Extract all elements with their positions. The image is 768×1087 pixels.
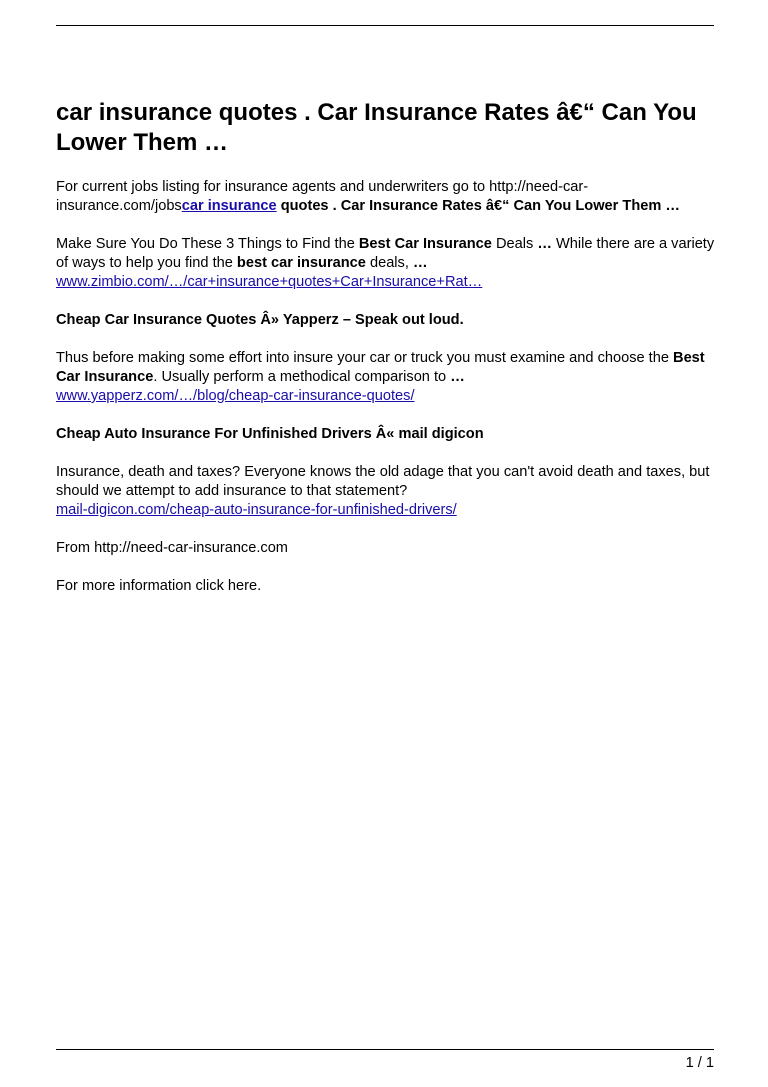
car-insurance-link[interactable]: car insurance <box>181 198 277 214</box>
section2-heading-text: Cheap Car Insurance Quotes Â» Yapperz – Speak out loud. <box>56 312 464 328</box>
intro-text: For current jobs listing for insurance agents and underwriters go to http://need-car-insurance.com/jobs <box>56 179 589 214</box>
document-body <box>56 98 716 596</box>
s1-text-3: While there are a variety of ways to help you find the <box>56 236 715 271</box>
s1-text-1: Make Sure You Do These 3 Things to Find the <box>56 236 359 252</box>
footer-rule <box>56 1049 714 1050</box>
s1-bold-2: … <box>537 236 552 252</box>
more-info-line: For more information click here. <box>56 578 262 594</box>
s1-text-4: deals, <box>365 255 413 271</box>
s1-bold-1: Best Car Insurance <box>358 236 492 252</box>
section3-paragraph <box>56 463 716 520</box>
digicon-link[interactable]: mail-digicon.com/cheap-auto-insurance-for-unfinished-drivers/ <box>56 502 457 518</box>
s2-bold-1: Best Car Insurance <box>56 350 705 385</box>
section2-heading <box>56 311 716 330</box>
section1-paragraph <box>56 235 716 292</box>
page-number: 1 / 1 <box>685 1055 714 1071</box>
s2-text-2: . Usually perform a methodical comparison to <box>153 369 451 385</box>
intro-paragraph <box>56 178 716 216</box>
zimbio-link[interactable]: www.zimbio.com/…/car+insurance+quotes+Car+Insurance+Rat… <box>56 274 483 290</box>
intro-rest: quotes . Car Insurance Rates â€“ Can You Lower Them … <box>276 198 680 214</box>
from-line: From http://need-car-insurance.com <box>56 540 288 556</box>
s2-bold-2: … <box>450 369 465 385</box>
page-title: car insurance quotes . Car Insurance Rates â€“ Can You Lower Them … <box>56 99 697 156</box>
yapperz-link[interactable]: www.yapperz.com/…/blog/cheap-car-insurance-quotes/ <box>56 388 415 404</box>
header-rule <box>56 25 714 26</box>
section3-heading-text: Cheap Auto Insurance For Unfinished Drivers Â« mail digicon <box>56 426 484 442</box>
section2-paragraph <box>56 349 716 406</box>
s1-bold-3: best car insurance <box>236 255 366 271</box>
s1-bold-4: … <box>412 255 428 271</box>
section3-heading <box>56 425 716 444</box>
s3-text: Insurance, death and taxes? Everyone knows the old adage that you can't avoid death and taxes, but should we attempt to add insurance to that statement? <box>56 464 710 499</box>
s1-text-2: Deals <box>491 236 538 252</box>
s2-text-1: Thus before making some effort into insure your car or truck you must examine and choose the <box>56 350 674 366</box>
